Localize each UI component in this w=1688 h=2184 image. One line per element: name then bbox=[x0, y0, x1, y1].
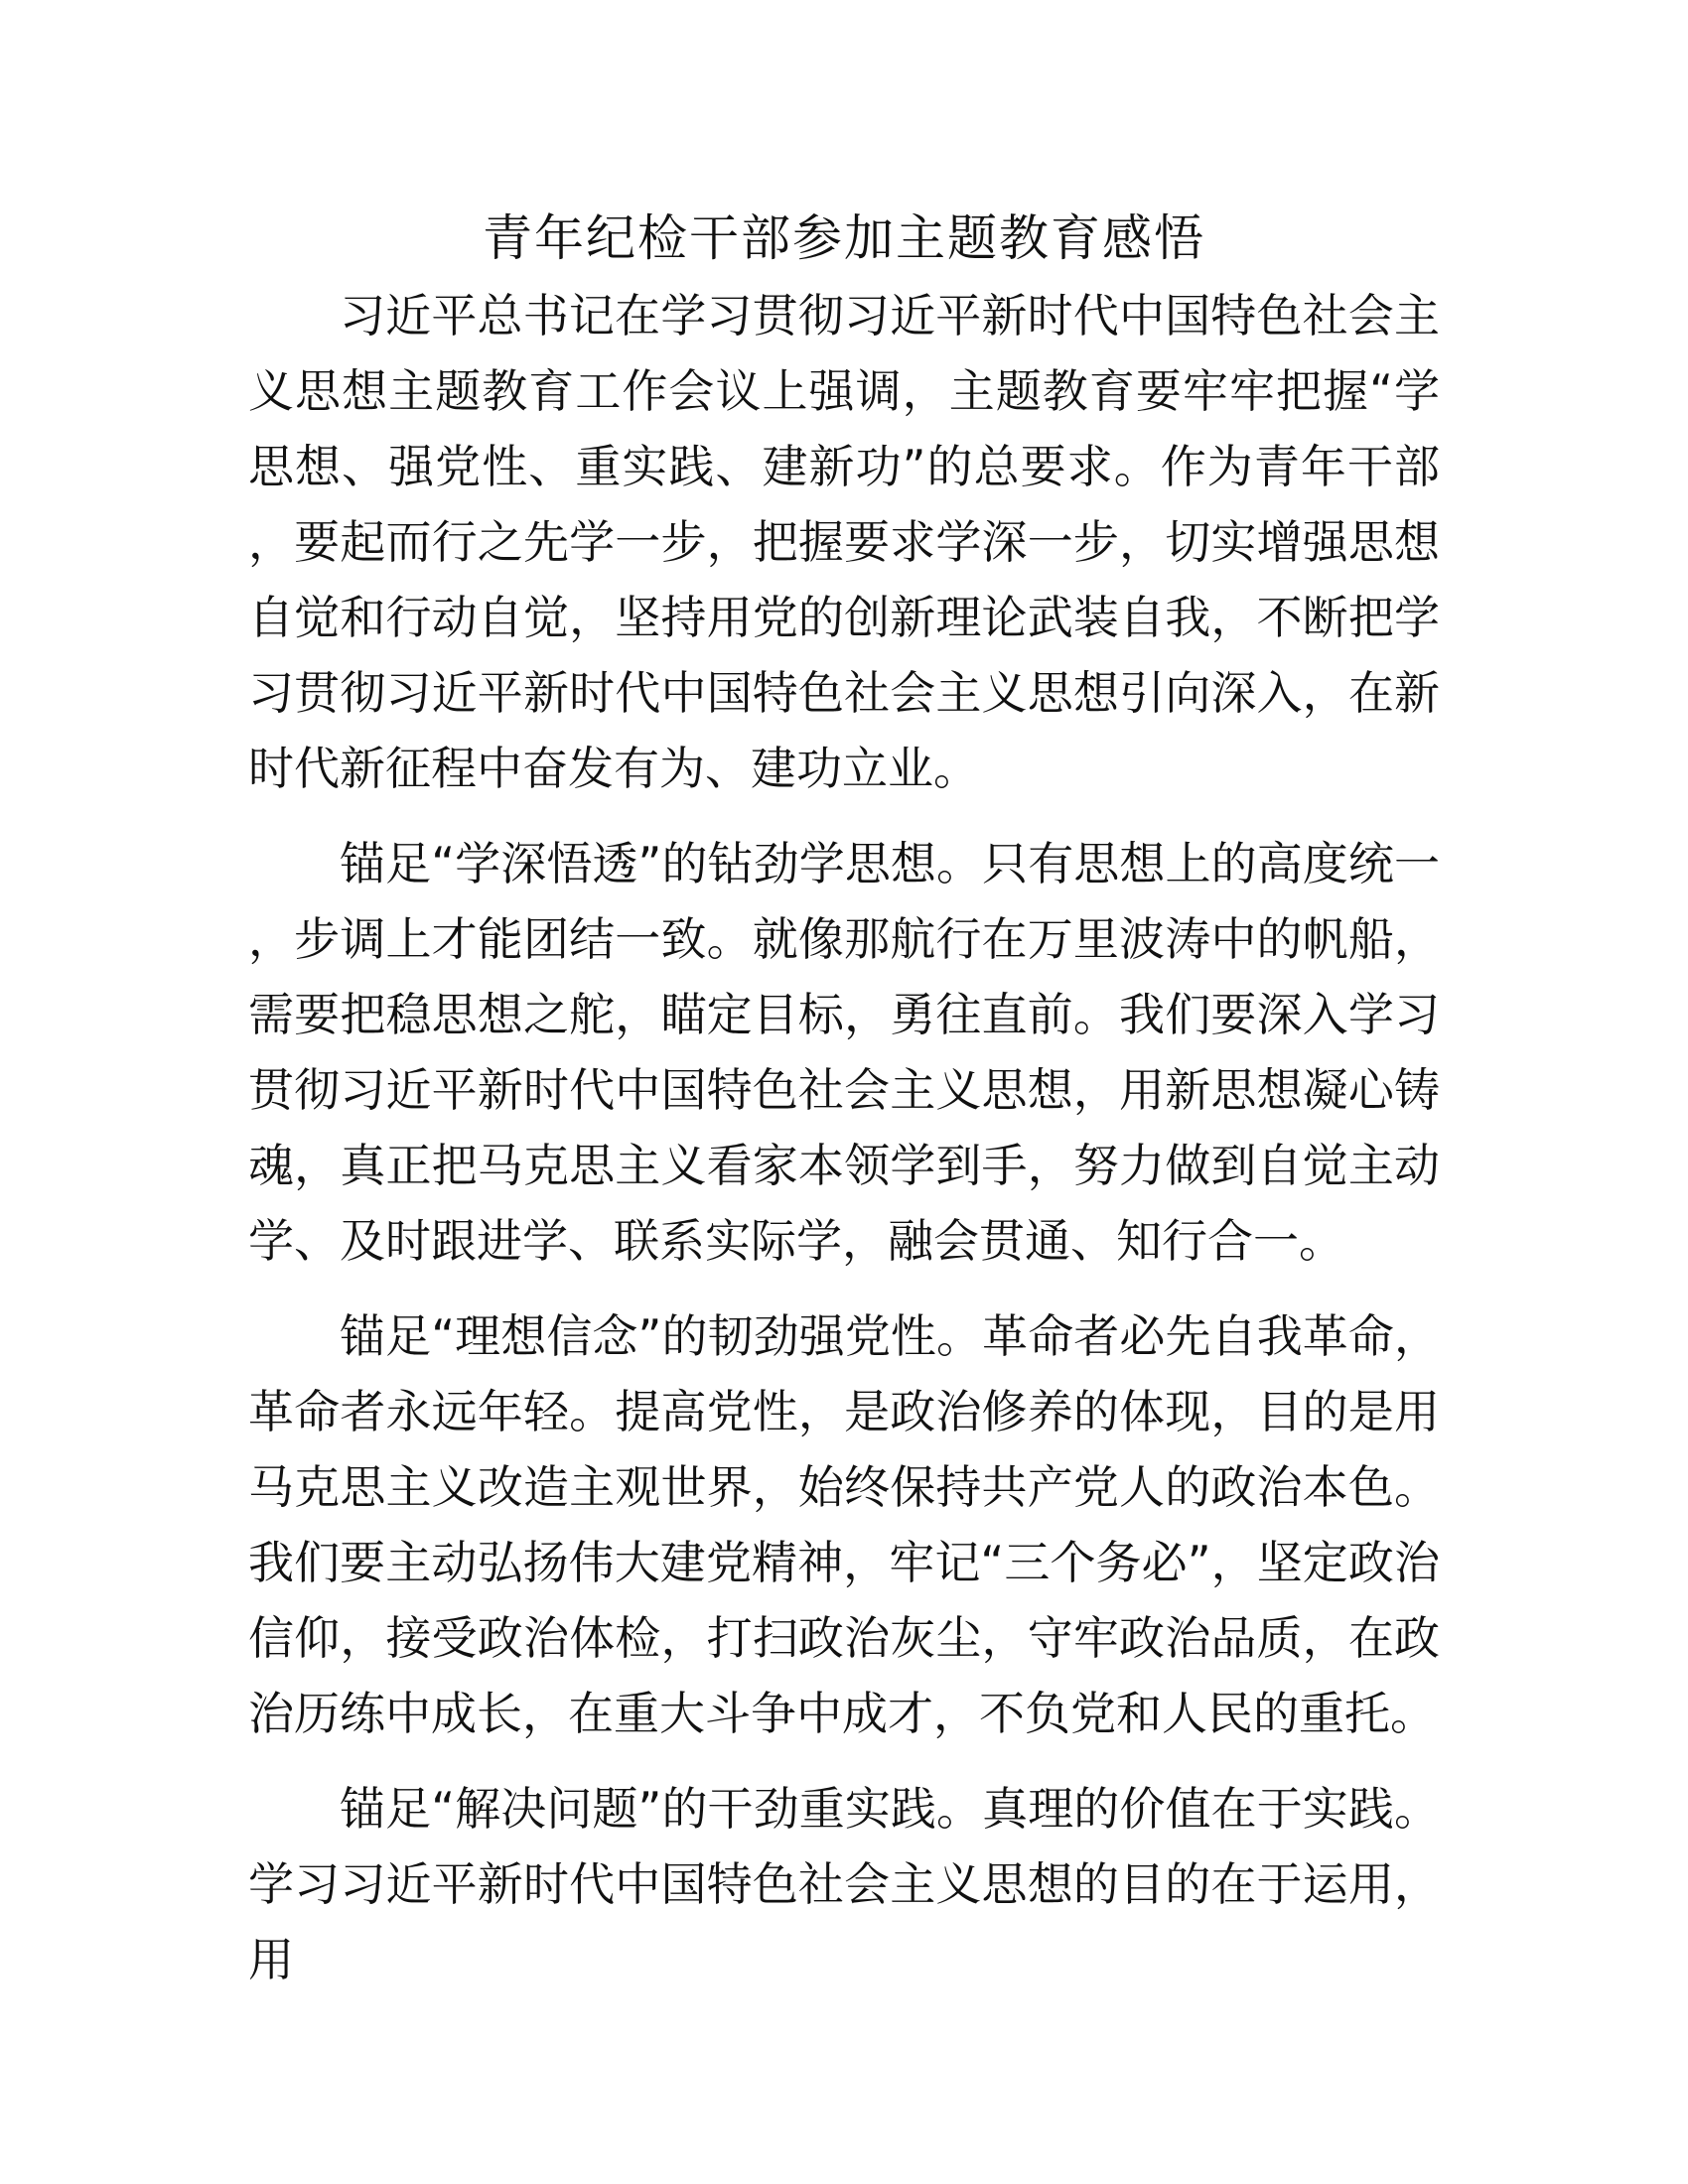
paragraph-study-thought: 锚足“学深悟透”的钻劲学思想。只有思想上的高度统一，步调上才能团结一致。就像那航行在万里波涛中的帆船，需要把稳思想之舵，瞄定目标，勇往直前。我们要深入学习贯彻习近平新时代中国特色社会主义思想，用新思想凝心铸魂，真正把马克思主义看家本领学到手，努力做到自觉主动学、及时跟进学、联系实际学，融会贯通、知行合一。 bbox=[248, 837, 1440, 1268]
paragraph-practice: 锚足“解决问题”的干劲重实践。真理的价值在于实践。学习习近平新时代中国特色社会主义思想的目的在于运用，用 bbox=[248, 1782, 1440, 1986]
document-body bbox=[248, 199, 1440, 2017]
paragraph-party-spirit: 锚足“理想信念”的韧劲强党性。革命者必先自我革命，革命者永远年轻。提高党性，是政治修养的体现，目的是用马克思主义改造主观世界，始终保持共产党人的政治本色。我们要主动弘扬伟大建党精神，牢记“三个务必”，坚定政治信仰，接受政治体检，打扫政治灰尘，守牢政治品质，在政治历练中成长，在重大斗争中成才，不负党和人民的重托。 bbox=[248, 1309, 1440, 1740]
paragraph-intro: 习近平总书记在学习贯彻习近平新时代中国特色社会主义思想主题教育工作会议上强调，主题教育要牢牢把握“学思想、强党性、重实践、建新功”的总要求。作为青年干部，要起而行之先学一步，把握要求学深一步，切实增强思想自觉和行动自觉，坚持用党的创新理论武装自我，不断把学习贯彻习近平新时代中国特色社会主义思想引向深入，在新时代新征程中奋发有为、建功立业。 bbox=[248, 289, 1440, 795]
document-title: 青年纪检干部参加主题教育感悟 bbox=[483, 209, 1205, 267]
